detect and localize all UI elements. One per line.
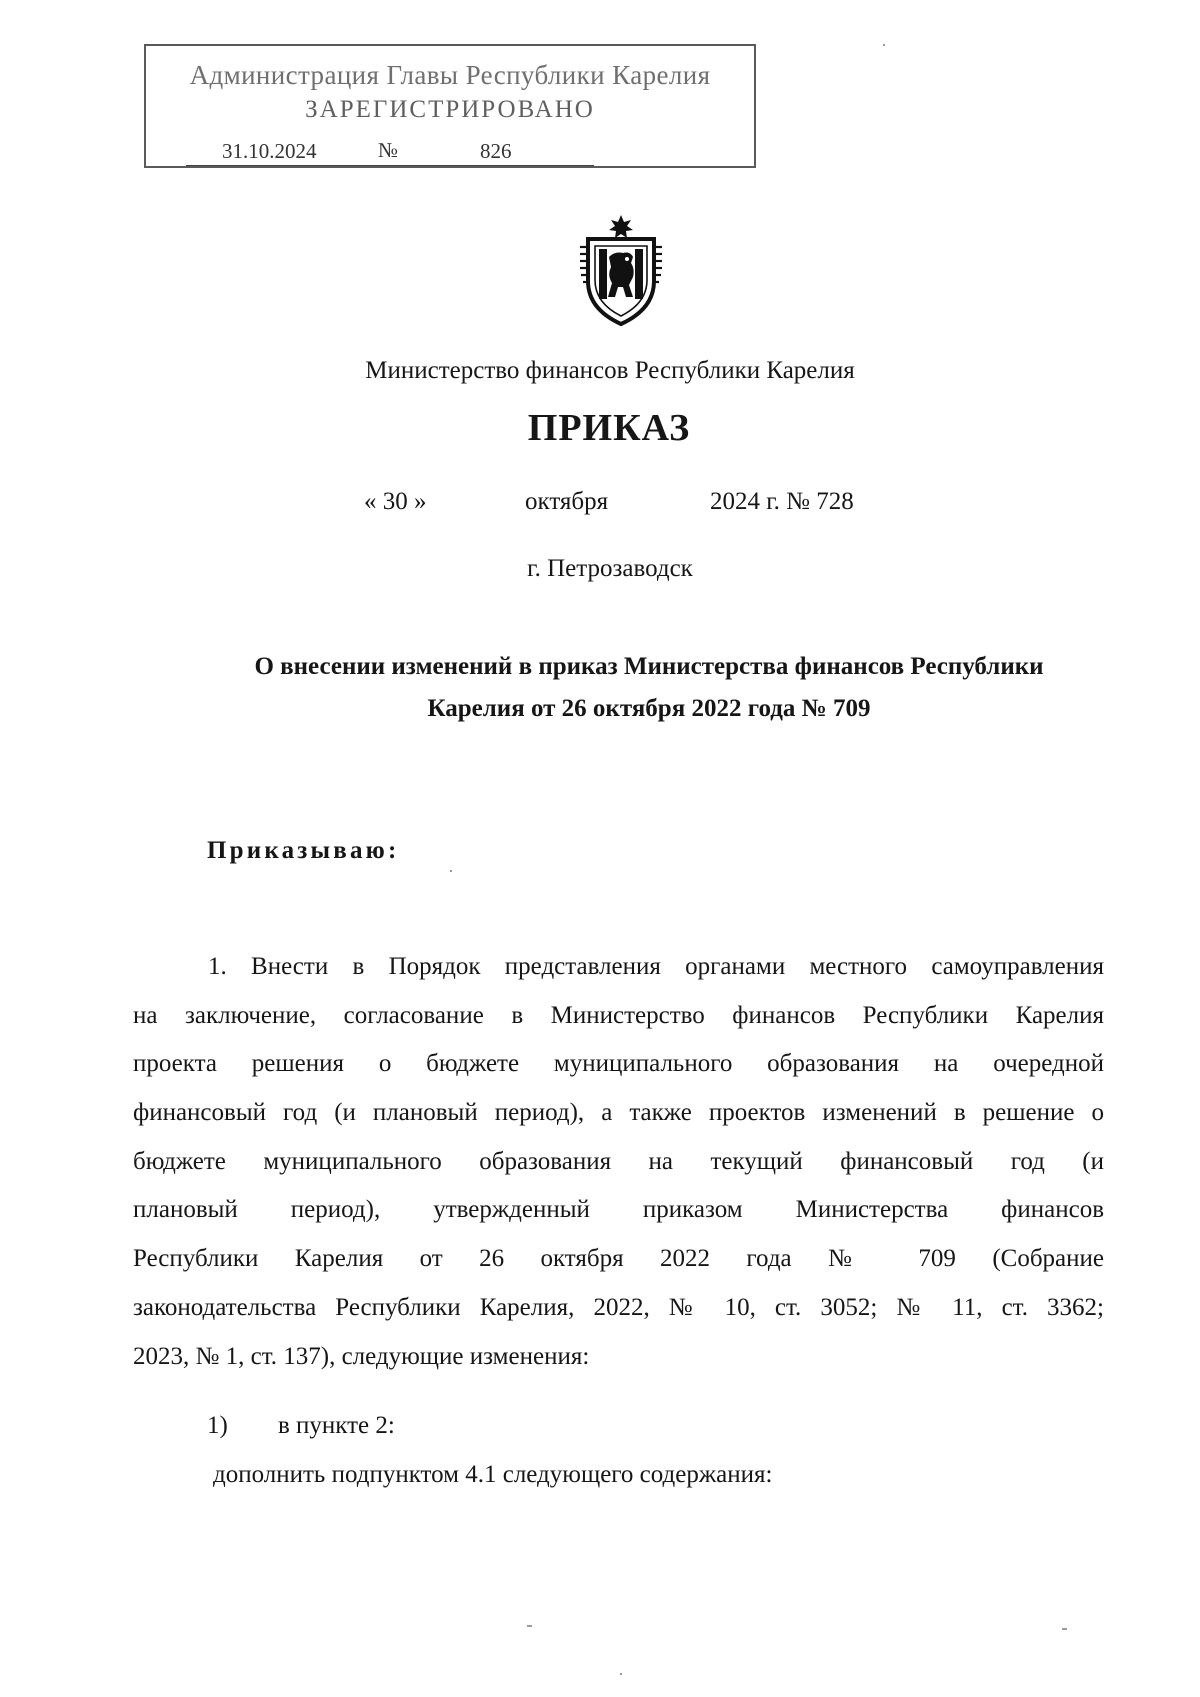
order-subject-line-2: Карелия от 26 октября 2022 года № 709 xyxy=(427,695,871,722)
scan-speck xyxy=(620,1673,622,1675)
scan-speck xyxy=(527,1625,532,1627)
stamp-number-label: № xyxy=(378,138,399,162)
paragraph-line: 1. Внести в Порядок представления органами местного самоуправления xyxy=(208,953,1104,980)
order-date-month: октября xyxy=(525,488,609,515)
stamp-date: 31.10.2024 xyxy=(222,139,317,163)
paragraph-line: законодательства Республики Карелия, 2022, № 10, ст. 3052; № 11, ст. 3362; xyxy=(133,1293,1104,1321)
subitem-text: в пункте 2: xyxy=(278,1412,395,1439)
paragraph-1 xyxy=(133,943,1104,1381)
subitem-number: 1) xyxy=(207,1412,228,1439)
paragraph-line: проекта решения о бюджете муниципального образования на очередной xyxy=(133,1050,1104,1078)
paragraph-line: 2023, № 1, ст. 137), следующие изменения: xyxy=(133,1342,590,1370)
order-date-day: « 30 » xyxy=(364,488,427,515)
ministry-name: Министерство финансов Республики Карелия xyxy=(365,357,855,384)
paragraph-line: на заключение, согласование в Министерство финансов Республики Карелия xyxy=(133,1001,1104,1029)
stamp-organization: Администрация Главы Республики Карелия xyxy=(189,60,711,90)
stamp-status: ЗАРЕГИСТРИРОВАНО xyxy=(305,96,595,123)
karelia-coat-of-arms-icon xyxy=(575,213,667,327)
order-subject xyxy=(130,646,1106,730)
scan-speck xyxy=(1062,1628,1067,1630)
paragraph-line: финансовый год (и плановый период), а также проектов изменений в решение о xyxy=(133,1099,1104,1127)
document-type: ПРИКАЗ xyxy=(527,407,691,449)
stamp-number: 826 xyxy=(480,139,512,163)
paragraph-line: плановый период), утвержденный приказом Министерства финансов xyxy=(133,1196,1104,1224)
paragraph-line: Республики Карелия от 26 октября 2022 года № 709 (Собрание xyxy=(133,1245,1104,1273)
city: г. Петрозаводск xyxy=(527,555,693,582)
order-directive: Приказываю: xyxy=(207,837,400,864)
scan-speck xyxy=(450,870,452,872)
order-date-year-number: 2024 г. № 728 xyxy=(710,488,854,515)
subitem-instruction: дополнить подпунктом 4.1 следующего содержания: xyxy=(213,1461,773,1488)
stamp-underline xyxy=(186,165,594,166)
paragraph-line: бюджете муниципального образования на текущий финансовый год (и xyxy=(133,1147,1104,1175)
registration-stamp xyxy=(144,44,756,168)
scan-speck xyxy=(883,44,885,46)
order-subject-line-1: О внесении изменений в приказ Министерства финансов Республики xyxy=(254,653,1044,680)
